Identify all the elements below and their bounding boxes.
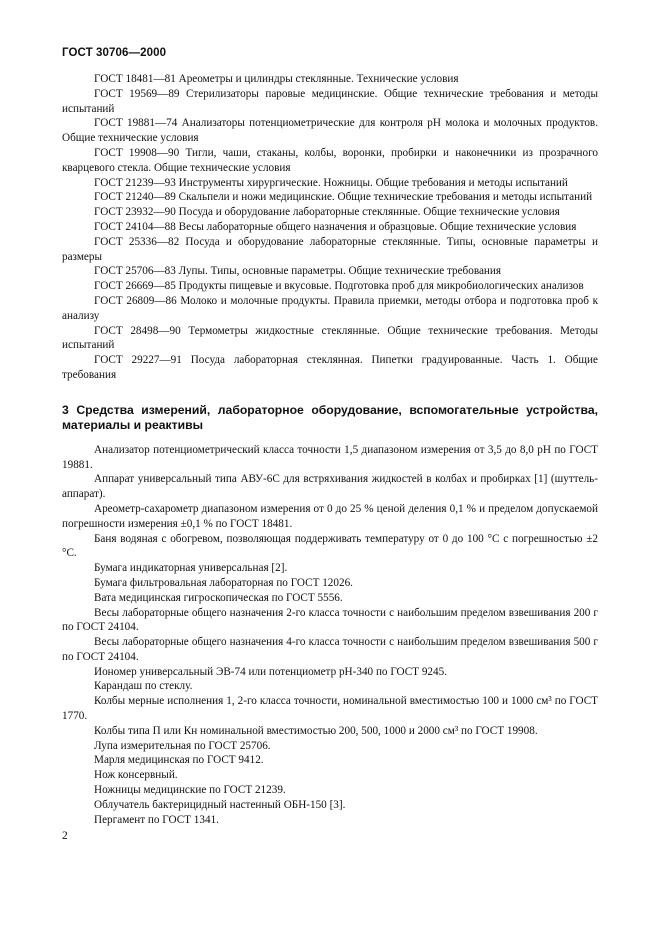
reference-item: ГОСТ 24104—88 Весы лабораторные общего назначения и образцовые. Общие технические условия	[94, 220, 577, 233]
reference-item: ГОСТ 26669—85 Продукты пищевые и вкусовые. Подготовка проб для микробиологических анализов	[94, 280, 584, 293]
reference-item: ГОСТ 28498—90 Термометры жидкостные стеклянные. Общие технические требования. Методы испытаний	[62, 324, 598, 352]
equipment-item: Бумага фильтровальная лабораторная по ГОСТ 12026.	[94, 576, 353, 589]
page-number: 2	[62, 830, 68, 842]
equipment-item: Колбы типа П или Кн номинальной вместимостью 200, 500, 1000 и 2000 см³ по ГОСТ 19908.	[94, 724, 538, 737]
equipment-item: Анализатор потенциометрический класса точности 1,5 диапазоном измерения от 3,5 до 8,0 pH по ГОСТ 19881.	[62, 443, 598, 471]
reference-item: ГОСТ 26809—86 Молоко и молочные продукты. Правила приемки, методы отбора и подготовка проб к анализу	[62, 294, 598, 322]
reference-item: ГОСТ 19569—89 Стерилизаторы паровые медицинские. Общие технические требования и методы испытаний	[62, 87, 598, 115]
section-heading	[62, 403, 598, 434]
equipment-item: Марля медицинская по ГОСТ 9412.	[94, 754, 264, 767]
page-header: ГОСТ 30706—2000	[62, 47, 167, 59]
equipment-list	[62, 443, 598, 828]
equipment-item: Лупа измерительная по ГОСТ 25706.	[94, 739, 271, 752]
reference-item: ГОСТ 23932—90 Посуда и оборудование лабораторные стеклянные. Общие технические условия	[94, 206, 560, 219]
equipment-item: Вата медицинская гигроскопическая по ГОСТ 5556.	[94, 591, 343, 604]
reference-item: ГОСТ 21239—93 Инструменты хирургические. Ножницы. Общие требования и методы испытаний	[94, 176, 568, 189]
reference-item: ГОСТ 18481—81 Ареометры и цилиндры стеклянные. Технические условия	[94, 73, 459, 85]
equipment-item: Баня водяная с обогревом, позволяющая поддерживать температуру от 0 до 100 °С с погрешностью ±2 °С.	[62, 532, 598, 560]
equipment-item: Бумага индикаторная универсальная [2].	[94, 562, 288, 575]
reference-item: ГОСТ 25706—83 Лупы. Типы, основные параметры. Общие технические требования	[94, 265, 502, 278]
equipment-item: Ножницы медицинские по ГОСТ 21239.	[94, 784, 286, 797]
equipment-item: Аппарат универсальный типа АВУ-6С для встряхивания жидкостей в колбах и пробирках [1] (шуттель-аппарат).	[62, 473, 598, 501]
equipment-item: Карандаш по стеклу.	[94, 680, 193, 693]
equipment-item: Колбы мерные исполнения 1, 2-го класса точности, номинальной вместимостью 100 и 1000 см³ по ГОСТ 1770.	[62, 695, 598, 723]
section-title: Средства измерений, лабораторное оборудование, вспомогательные устройства, материалы и реактивы	[62, 402, 598, 433]
reference-item: ГОСТ 19881—74 Анализаторы потенциометрические для контроля pH молока и молочных продуктов. Общие технические условия	[62, 117, 598, 145]
equipment-item: Весы лабораторные общего назначения 4-го класса точности с наибольшим пределом взвешивания 500 г по ГОСТ 24104.	[62, 636, 598, 663]
equipment-item: Иономер универсальный ЭВ-74 или потенциометр рН-340 по ГОСТ 9245.	[94, 665, 447, 678]
equipment-item: Пергамент по ГОСТ 1341.	[94, 813, 219, 826]
section-number: 3	[62, 402, 69, 417]
normative-references-list	[62, 72, 598, 383]
document-body	[62, 72, 598, 827]
equipment-item: Ареометр-сахарометр диапазоном измерения от 0 до 25 % ценой деления 0,1 % и пределом допускаемой погрешности измерения ±0,1 % по ГОСТ 18481.	[62, 502, 598, 530]
reference-item: ГОСТ 29227—91 Посуда лабораторная стеклянная. Пипетки градуированные. Часть 1. Общие требования	[62, 354, 598, 381]
reference-item: ГОСТ 19908—90 Тигли, чаши, стаканы, колбы, воронки, пробирки и наконечники из прозрачного кварцевого стекла. Общие технические условия	[62, 146, 598, 174]
equipment-item: Весы лабораторные общего назначения 2-го класса точности с наибольшим пределом взвешивания 200 г по ГОСТ 24104.	[62, 606, 598, 634]
reference-item: ГОСТ 21240—89 Скальпели и ножи медицинские. Общие технические требования и методы испытаний	[94, 191, 593, 204]
equipment-item: Облучатель бактерицидный настенный ОБН-150 [3].	[94, 798, 346, 811]
reference-item: ГОСТ 25336—82 Посуда и оборудование лабораторные стеклянные. Типы, основные параметры и размеры	[62, 235, 598, 263]
equipment-item: Нож консервный.	[94, 769, 178, 782]
